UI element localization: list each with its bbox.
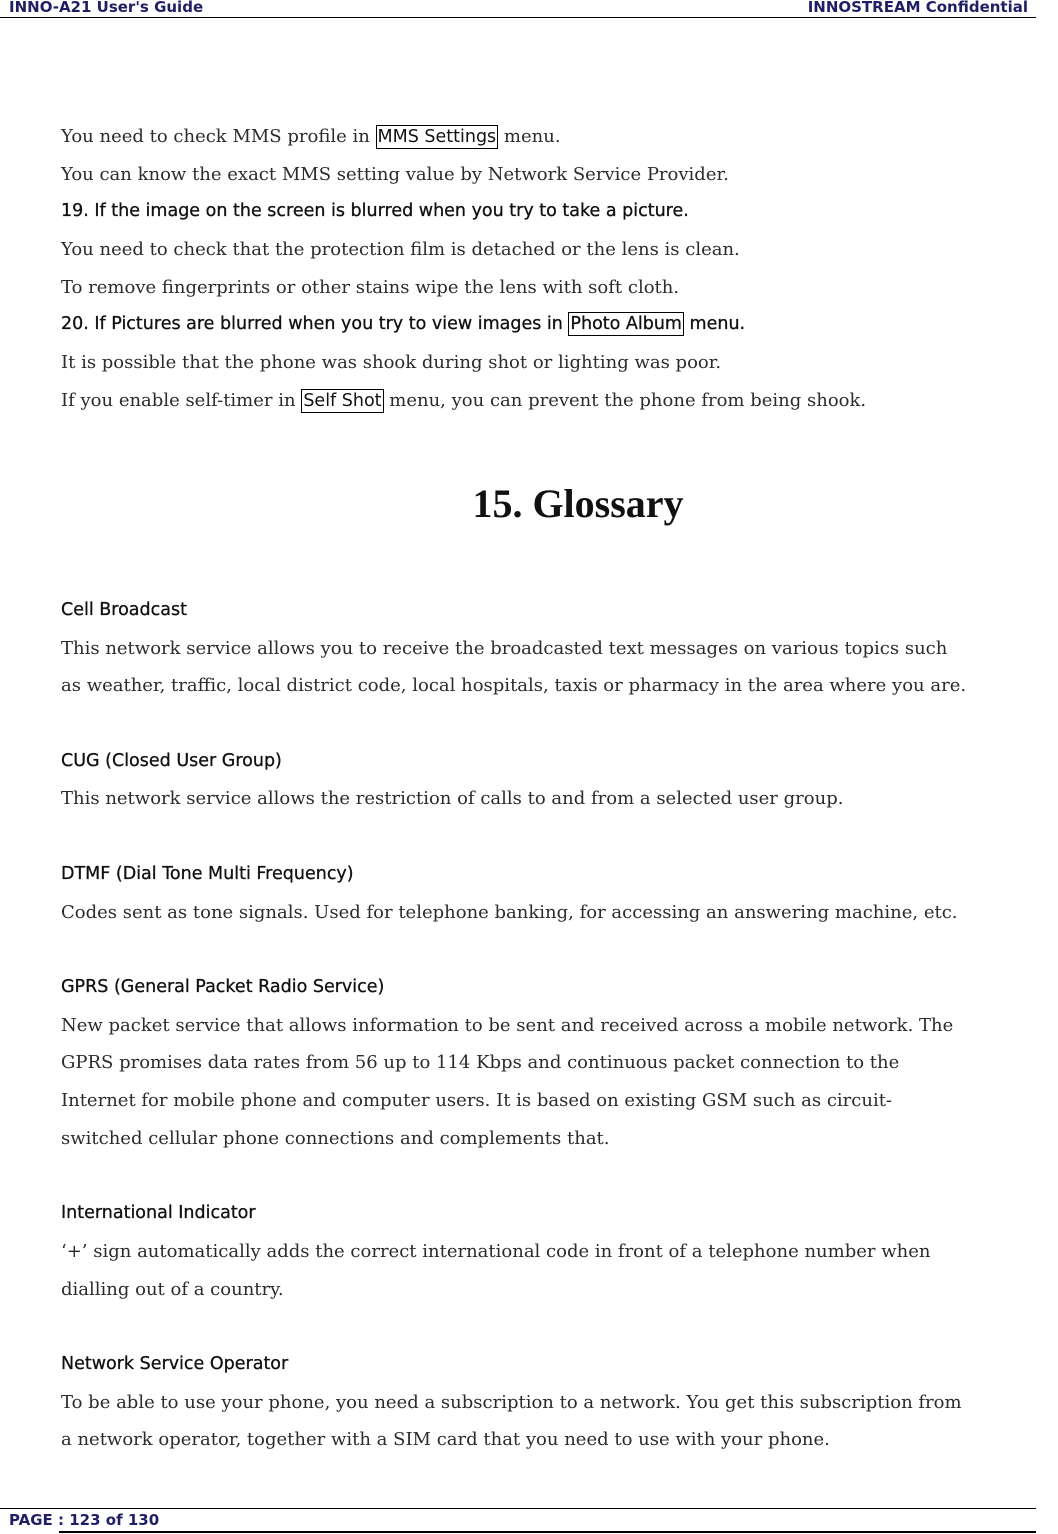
glossary-definition-line: switched cellular phone connections and complements that. — [61, 1127, 610, 1149]
item-19-title: 19. If the image on the screen is blurred when you try to take a picture. — [61, 201, 689, 222]
glossary-term: Network Service Operator — [61, 1353, 289, 1374]
glossary-entry — [61, 1195, 1056, 1346]
glossary-entry — [61, 743, 1056, 856]
document-title: INNO-A21 User's Guide — [9, 0, 204, 16]
item-20-line-2 — [61, 382, 1056, 420]
item-19-line-1: You need to check that the protection film is detached or the lens is clean. — [61, 239, 740, 261]
glossary-definition-line: as weather, traffic, local district code, local hospitals, taxis or pharmacy in the area where you are. — [61, 675, 967, 697]
glossary-definition-line: New packet service that allows information to be sent and received across a mobile network. The — [61, 1014, 954, 1036]
confidential-label: INNOSTREAM Confidential — [807, 0, 1028, 16]
mms-provider-line: You can know the exact MMS setting value by Network Service Provider. — [61, 163, 729, 185]
glossary-term: DTMF (Dial Tone Multi Frequency) — [61, 863, 354, 884]
text-segment: If you enable self-timer in — [61, 389, 302, 411]
glossary-term: Cell Broadcast — [61, 600, 187, 620]
glossary-definition-line: dialling out of a country. — [61, 1278, 284, 1300]
page-number: PAGE : 123 of 130 — [9, 1511, 160, 1529]
photo-album-menu-label: Photo Album — [570, 314, 682, 335]
troubleshooting-section — [61, 118, 1056, 420]
item-20-line-1: It is possible that the phone was shook during shot or lighting was poor. — [61, 352, 722, 374]
glossary-term: GPRS (General Packet Radio Service) — [61, 976, 385, 997]
page-footer — [0, 1508, 1036, 1533]
text-segment: menu, you can prevent the phone from being shook. — [383, 389, 867, 411]
glossary-entry — [61, 592, 1056, 743]
glossary-definition-line: a network operator, together with a SIM card that you need to use with your phone. — [61, 1429, 830, 1451]
chapter-title: 15. Glossary — [472, 481, 684, 526]
glossary-definition-line: This network service allows you to receive the broadcasted text messages on various topics such — [61, 637, 948, 659]
text-segment: 20. If Pictures are blurred when you try to view images in — [61, 314, 569, 335]
text-segment: menu. — [498, 126, 561, 147]
footer-rule — [59, 1531, 1036, 1533]
glossary-definition-line: GPRS promises data rates from 56 up to 114 Kbps and continuous packet connection to the — [61, 1052, 900, 1074]
glossary-entry — [61, 856, 1056, 969]
page-header — [0, 0, 1036, 18]
glossary-list — [61, 592, 1056, 1459]
self-shot-menu-label: Self Shot — [303, 390, 382, 411]
glossary-term: International Indicator — [61, 1203, 256, 1224]
glossary-definition-line: To be able to use your phone, you need a subscription to a network. You get this subscription from — [61, 1391, 962, 1413]
glossary-entry — [61, 969, 1056, 1195]
glossary-entry — [61, 1346, 1056, 1459]
item-19-line-2: To remove fingerprints or other stains wipe the lens with soft cloth. — [61, 276, 680, 298]
mms-settings-menu-label: MMS Settings — [377, 127, 497, 147]
glossary-term: CUG (Closed User Group) — [61, 750, 282, 771]
text-segment: menu. — [683, 314, 746, 335]
text-segment: You need to check MMS profile in — [61, 126, 376, 147]
item-20-title — [61, 306, 1056, 344]
glossary-definition-line: Codes sent as tone signals. Used for telephone banking, for accessing an answering machine, etc. — [61, 901, 958, 923]
glossary-definition-line: This network service allows the restriction of calls to and from a selected user group. — [61, 788, 844, 810]
mms-profile-line — [61, 118, 1056, 156]
glossary-definition-line: ‘+’ sign automatically adds the correct international code in front of a telephone number when — [61, 1240, 931, 1262]
glossary-definition-line: Internet for mobile phone and computer users. It is based on existing GSM such as circuit- — [61, 1090, 893, 1112]
